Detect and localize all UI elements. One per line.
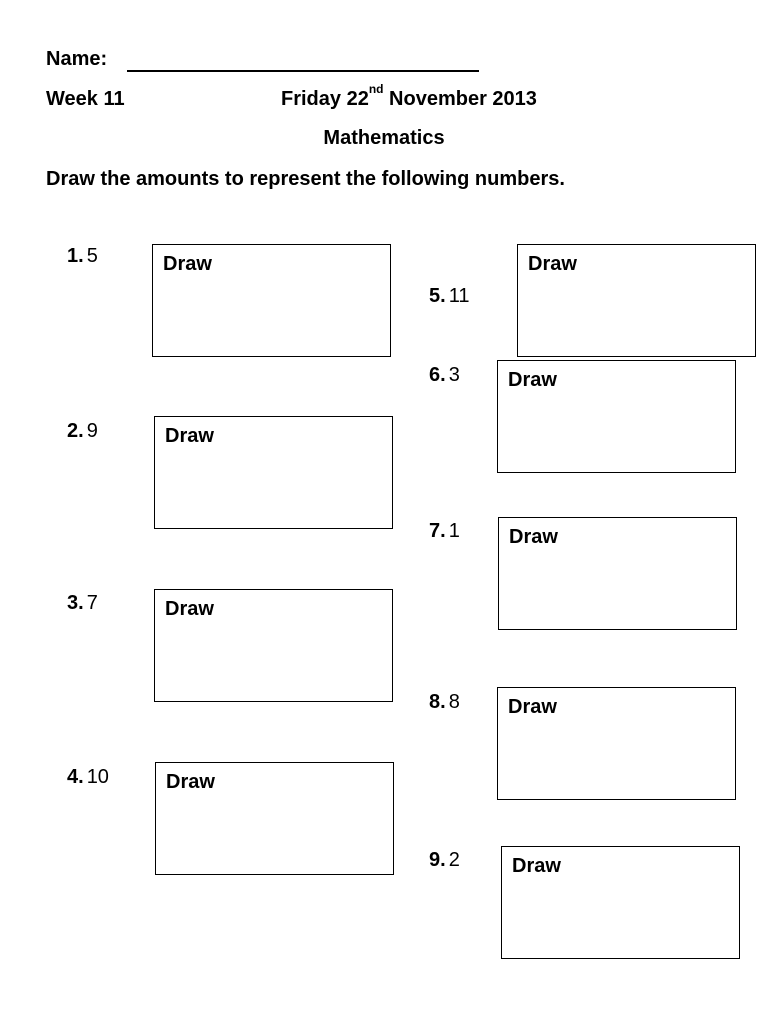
draw-box-label: Draw [165,598,214,620]
question-4 [67,765,109,789]
draw-box-label: Draw [163,253,212,275]
subject-title: Mathematics [323,127,445,149]
question-value: 7 [86,592,98,614]
question-8 [429,690,460,714]
question-1 [67,244,98,268]
date-suffix: nd [368,82,384,96]
draw-box-label: Draw [165,425,214,447]
date-rest: November 2013 [383,88,537,110]
draw-box-label: Draw [512,855,561,877]
question-6 [429,363,460,387]
question-number: 9. [429,849,446,871]
draw-box-label: Draw [166,771,215,793]
question-value: 2 [448,849,460,871]
draw-box-label: Draw [509,526,558,548]
question-number: 3. [67,592,84,614]
draw-box-5[interactable] [517,244,756,357]
question-5 [429,284,469,308]
question-7 [429,519,460,543]
draw-box-label: Draw [528,253,577,275]
question-value: 5 [86,245,98,267]
question-value: 11 [448,285,470,307]
question-number: 8. [429,691,446,713]
question-number: 5. [429,285,446,307]
question-number: 7. [429,520,446,542]
question-value: 3 [448,364,460,386]
question-3 [67,591,98,615]
question-number: 2. [67,420,84,442]
question-2 [67,419,98,443]
question-value: 1 [448,520,460,542]
draw-box-4[interactable] [155,762,394,875]
question-number: 6. [429,364,446,386]
draw-box-3[interactable] [154,589,393,702]
draw-box-label: Draw [508,696,557,718]
draw-box-label: Draw [508,369,557,391]
draw-box-8[interactable] [497,687,736,800]
draw-box-6[interactable] [497,360,736,473]
name-label: Name: [46,48,108,70]
week-label: Week 11 [46,88,125,110]
draw-box-1[interactable] [152,244,391,357]
date-label [281,82,537,111]
draw-box-9[interactable] [501,846,740,959]
question-value: 8 [448,691,460,713]
question-number: 1. [67,245,84,267]
question-9 [429,848,460,872]
instruction-text: Draw the amounts to represent the following numbers. [46,168,565,190]
question-value: 9 [86,420,98,442]
question-value: 10 [86,766,109,788]
draw-box-7[interactable] [498,517,737,630]
name-blank-line[interactable] [127,47,479,72]
date-day: Friday 22 [281,88,369,110]
question-number: 4. [67,766,84,788]
draw-box-2[interactable] [154,416,393,529]
